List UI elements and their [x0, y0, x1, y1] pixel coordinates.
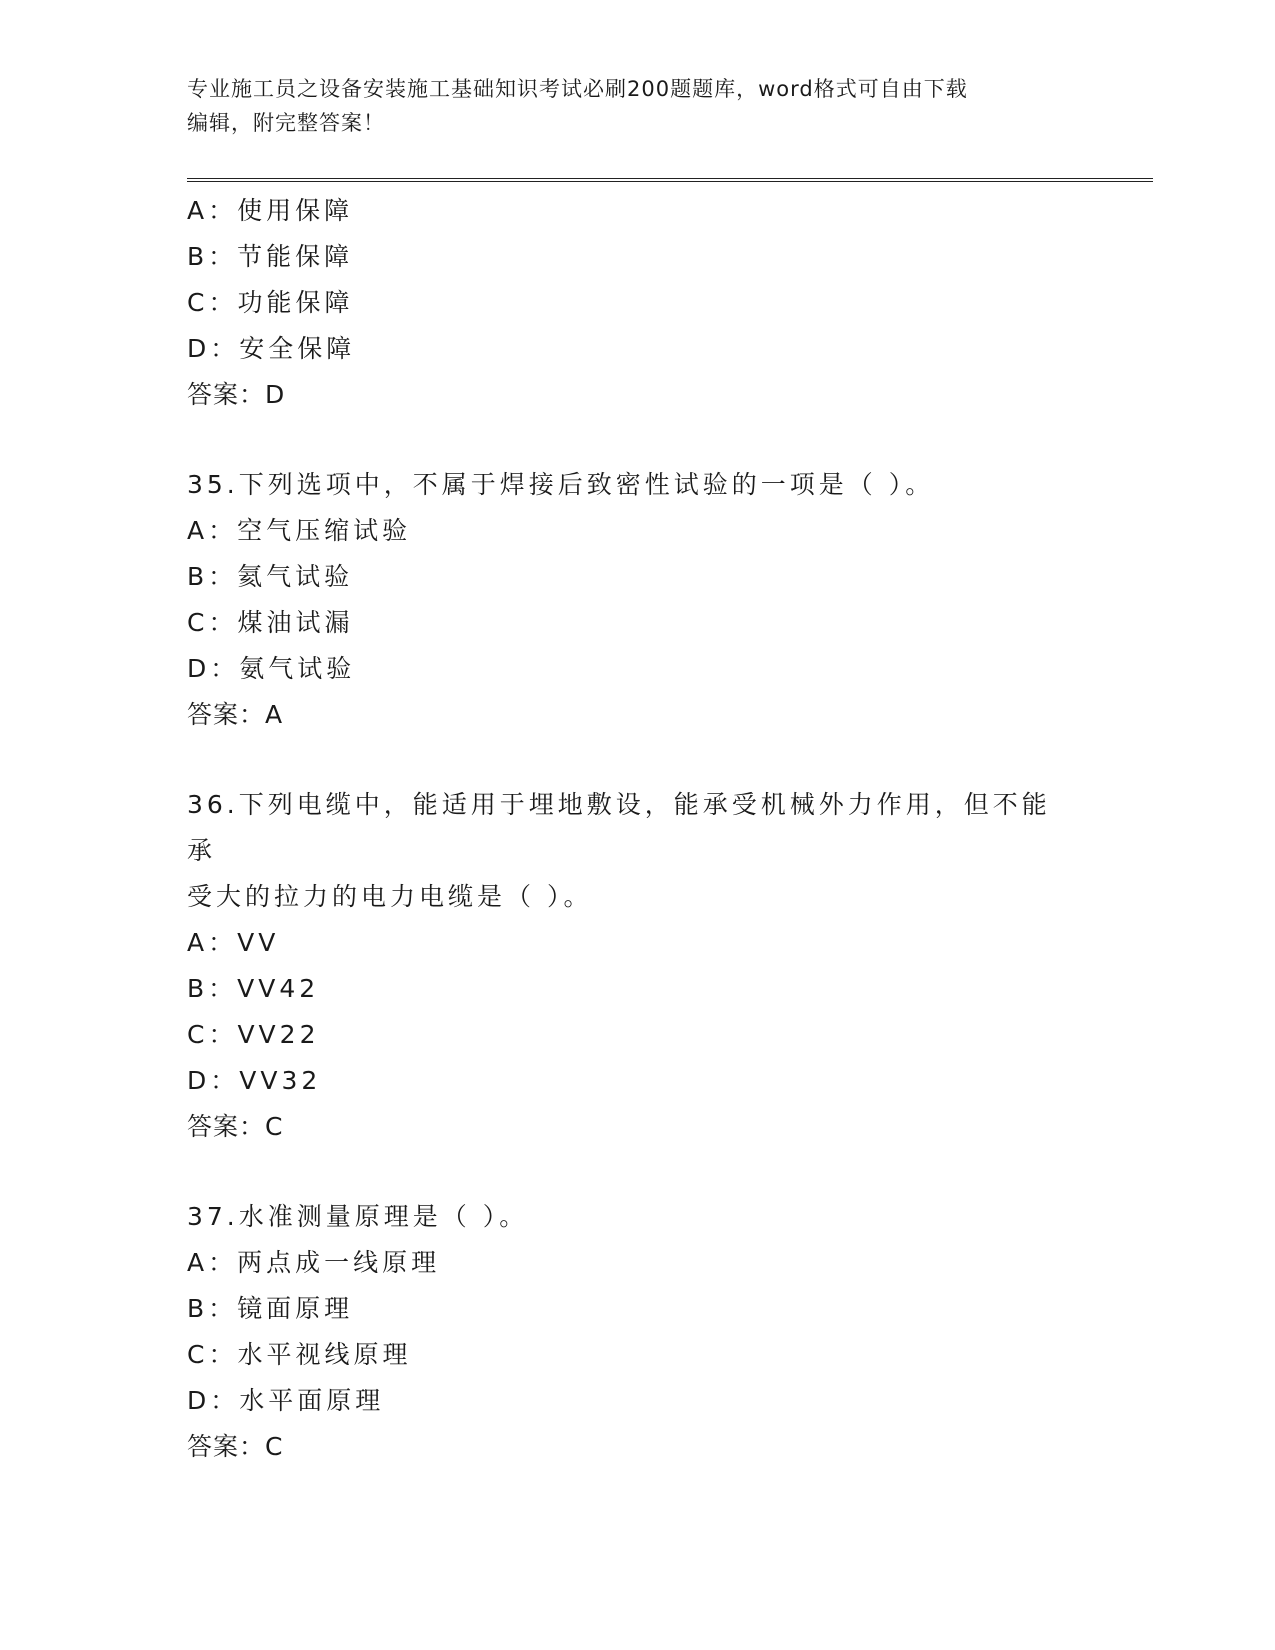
option-c: C：水平视线原理: [187, 1340, 412, 1369]
header-title-line1: 专业施工员之设备安装施工基础知识考试必刷200题题库，word格式可自由下载: [187, 77, 968, 101]
header-title-line2: 编辑，附完整答案！: [187, 111, 385, 135]
option-a: A：使用保障: [187, 196, 354, 225]
header-divider: [187, 178, 1153, 182]
spacer: [187, 738, 1087, 782]
option-a: A：VV: [187, 928, 280, 957]
answer: 答案：D: [187, 380, 286, 409]
question-35-block: [187, 462, 1087, 738]
question-text: 35.下列选项中，不属于焊接后致密性试验的一项是（ ）。: [187, 470, 935, 499]
spacer: [187, 418, 1087, 462]
question-37-block: [187, 1194, 1087, 1470]
option-d: D：氨气试验: [187, 654, 356, 683]
option-c: C：VV22: [187, 1020, 320, 1049]
option-b: B：节能保障: [187, 242, 354, 271]
question-text-line2: 受大的拉力的电力电缆是（ ）。: [187, 882, 593, 911]
option-b: B：VV42: [187, 974, 320, 1003]
option-c: C：功能保障: [187, 288, 354, 317]
option-b: B：镜面原理: [187, 1294, 354, 1323]
answer: 答案：A: [187, 700, 284, 729]
question-text-line1: 36.下列电缆中，能适用于埋地敷设，能承受机械外力作用，但不能承: [187, 790, 1051, 865]
question-list: [187, 188, 1087, 1470]
option-d: D：水平面原理: [187, 1386, 385, 1415]
option-d: D：VV32: [187, 1066, 322, 1095]
option-a: A：空气压缩试验: [187, 516, 412, 545]
option-b: B：氦气试验: [187, 562, 354, 591]
spacer: [187, 1150, 1087, 1194]
document-header: [187, 72, 1087, 140]
option-c: C：煤油试漏: [187, 608, 354, 637]
answer: 答案：C: [187, 1112, 284, 1141]
question-34-block: [187, 188, 1087, 418]
answer: 答案：C: [187, 1432, 284, 1461]
option-a: A：两点成一线原理: [187, 1248, 441, 1277]
question-text: 37.水准测量原理是（ ）。: [187, 1202, 529, 1231]
question-36-block: [187, 782, 1087, 1150]
option-d: D：安全保障: [187, 334, 356, 363]
